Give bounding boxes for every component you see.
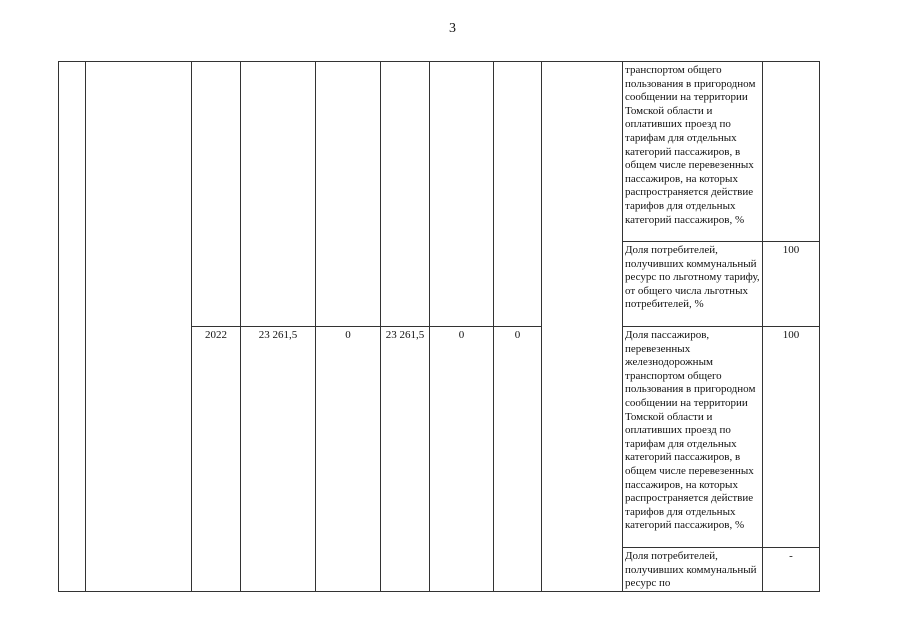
indicator-cell: Доля потребителей, получивших коммунальный ресурс по: [623, 548, 763, 592]
cell-year: 2022: [192, 327, 241, 592]
cell-regional: [381, 62, 430, 327]
cell-federal: 0: [316, 327, 381, 592]
cell-index: [59, 62, 86, 592]
cell-total: 23 261,5: [241, 327, 316, 592]
cell-other: 0: [494, 327, 542, 592]
table-row: [59, 62, 820, 242]
indicator-cell: транспортом общего пользования в пригородном сообщении на территории Томской области и оплативших проезд по тарифам для отдельных категорий пассажиров, в общем числе перевезенных пассажиров, на которых распространяется действие тарифов для отдельных категорий пассажиров, %: [623, 62, 763, 242]
cell-task-name: [86, 62, 192, 592]
page-number: 3: [449, 21, 456, 36]
cell-year: [192, 62, 241, 327]
cell-executor: [542, 62, 623, 592]
value-cell: -: [763, 548, 820, 592]
cell-regional: 23 261,5: [381, 327, 430, 592]
value-cell: 100: [763, 242, 820, 327]
value-cell: 100: [763, 327, 820, 548]
cell-other: [494, 62, 542, 327]
cell-local: [430, 62, 494, 327]
value-cell: [763, 62, 820, 242]
program-table: [58, 61, 820, 592]
indicator-cell: Доля потребителей, получивших коммунальный ресурс по льготному тарифу, от общего числа льготных потребителей, %: [623, 242, 763, 327]
cell-local: 0: [430, 327, 494, 592]
cell-total: [241, 62, 316, 327]
indicator-cell: Доля пассажиров, перевезенных железнодорожным транспортом общего пользования в пригородном сообщении на территории Томской области и оплативших проезд по тарифам для отдельных категорий пассажиров, в общем числе перевезенных пассажиров, на которых распространяется действие тарифов для отдельных категорий пассажиров, %: [623, 327, 763, 548]
cell-federal: [316, 62, 381, 327]
